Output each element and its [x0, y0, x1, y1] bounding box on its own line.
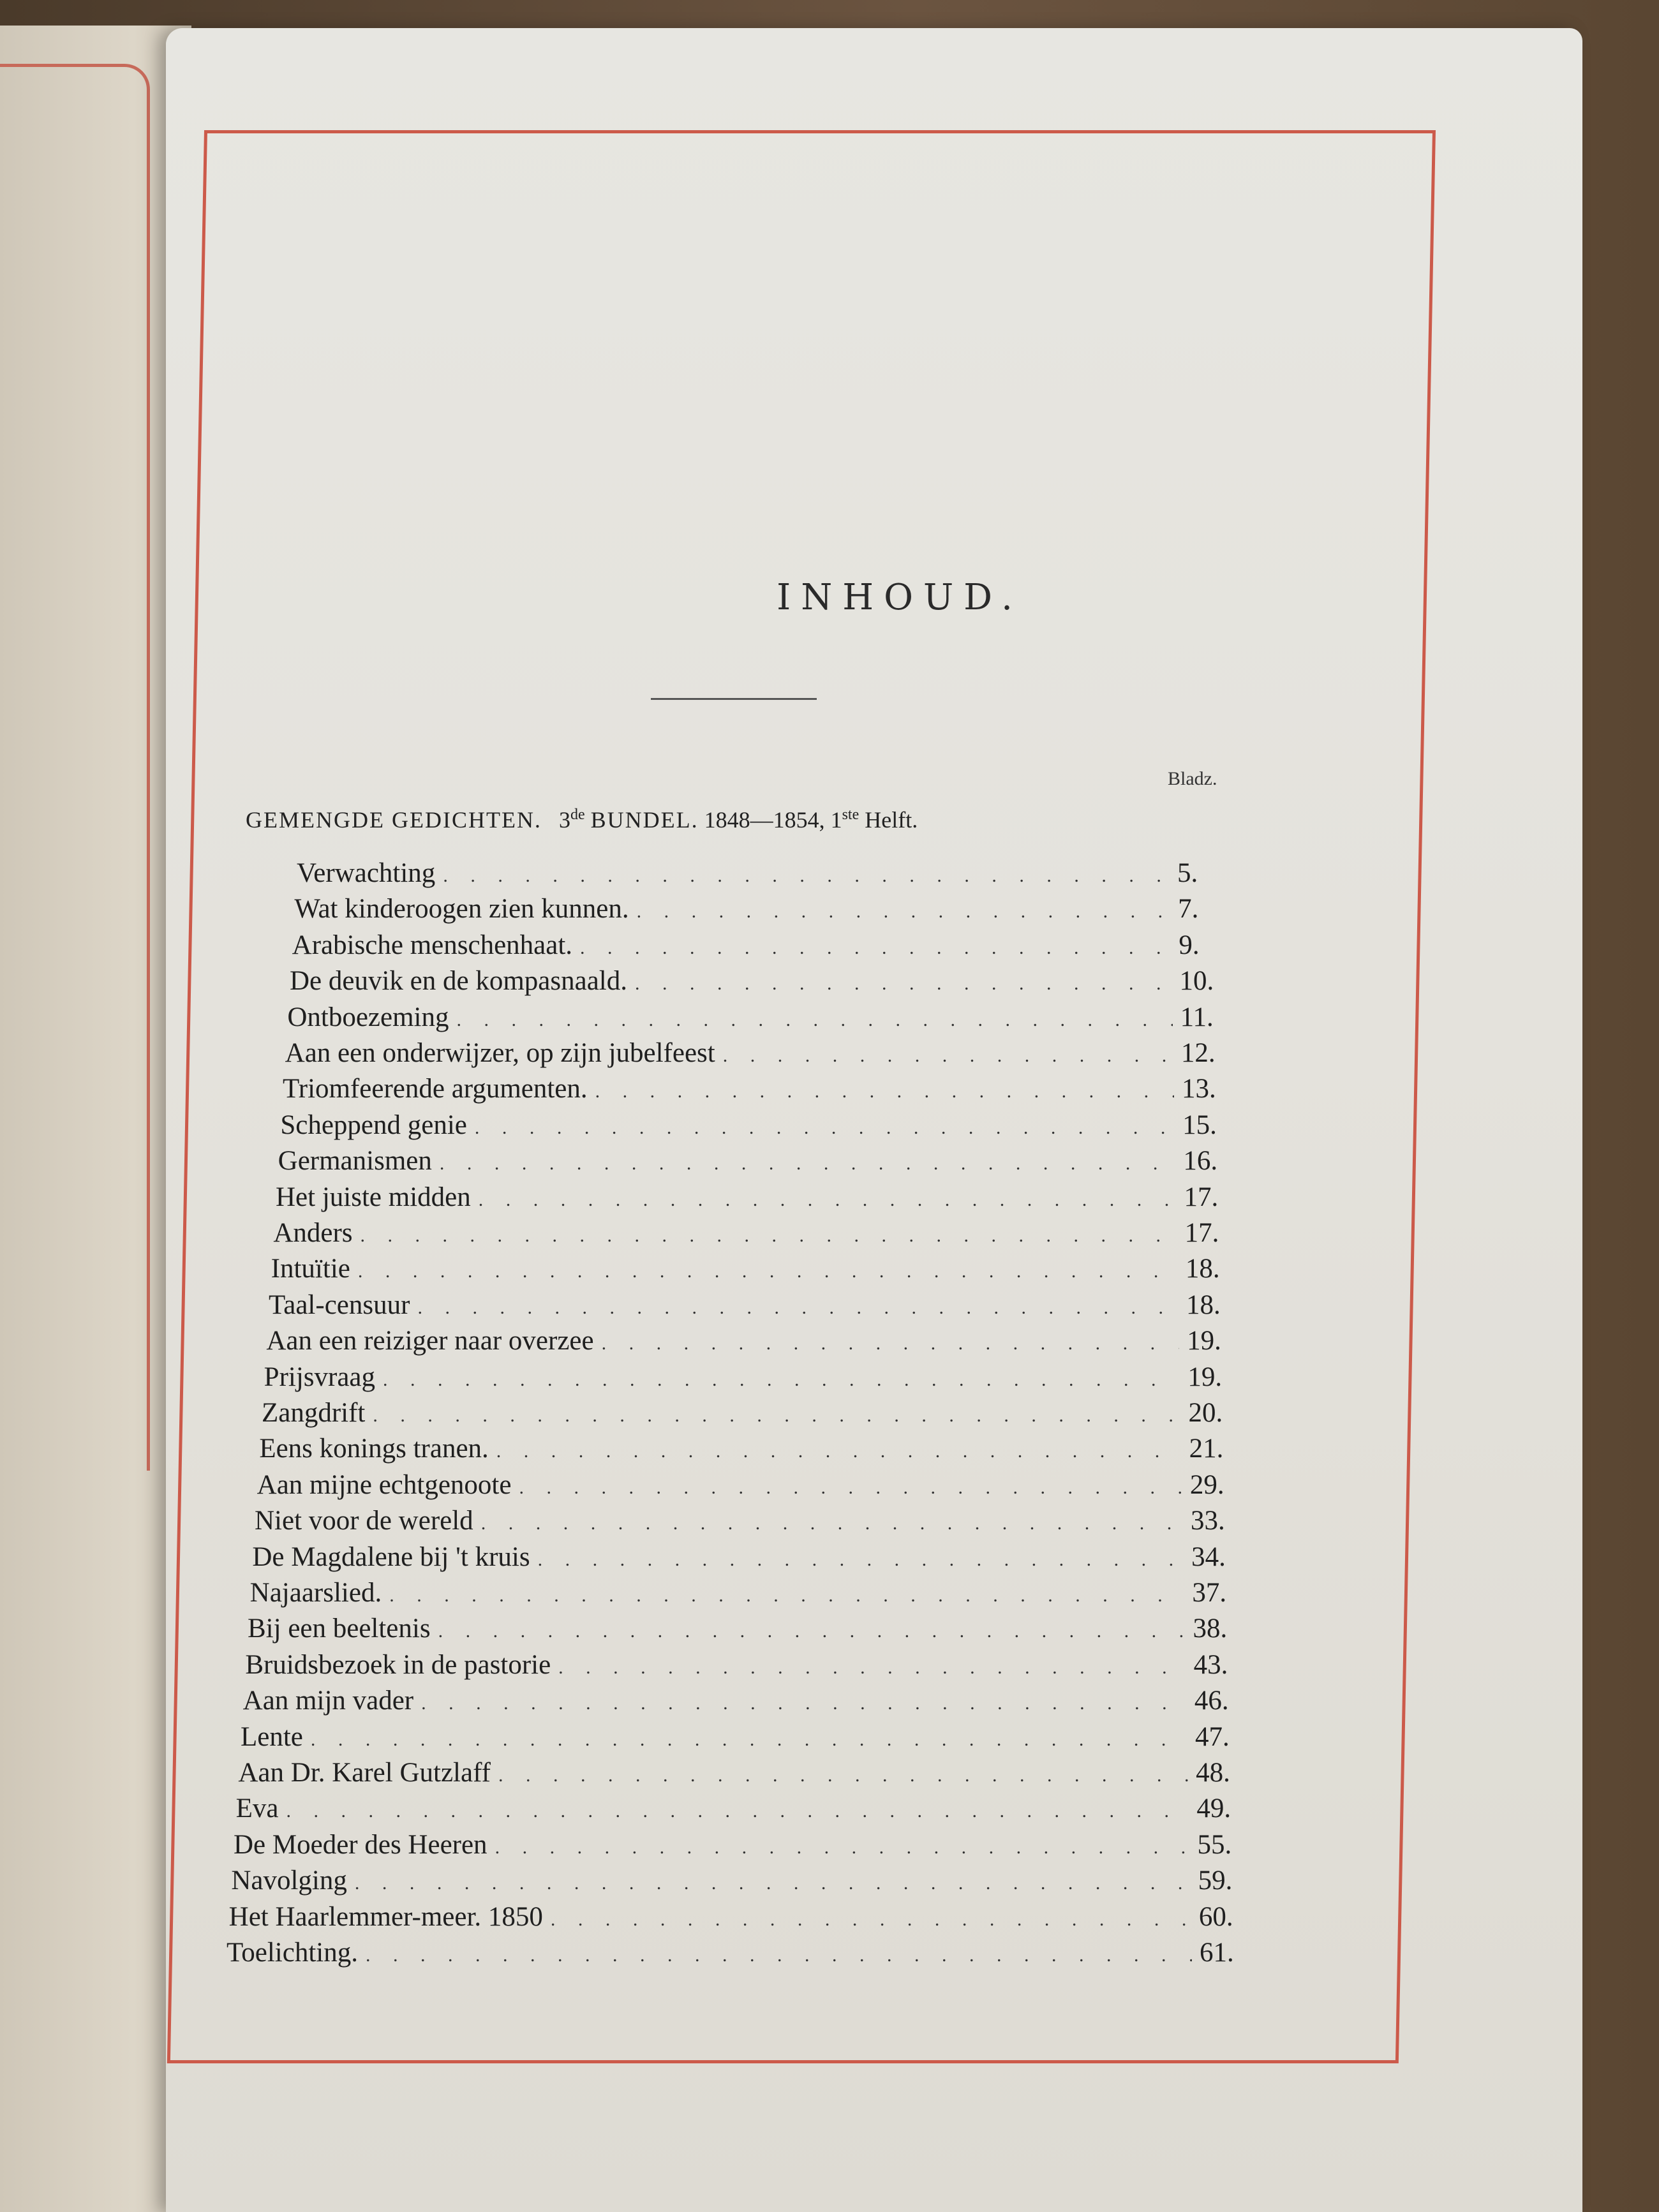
toc-entry-page: 10. [1179, 966, 1214, 997]
dot-leader [495, 1837, 1190, 1859]
toc-entry-title: Aan mijn vader [242, 1686, 414, 1716]
dot-leader [558, 1657, 1186, 1679]
toc-entry-page: 21. [1189, 1434, 1224, 1464]
toc-entry-title: Arabische menschenhaat. [292, 930, 573, 960]
toc-entry [283, 1073, 1233, 1106]
toc-entry [271, 1253, 1237, 1286]
toc-entry-page: 19. [1187, 1326, 1221, 1356]
dot-leader [438, 1621, 1186, 1642]
toc-entry-page: 16. [1183, 1146, 1218, 1177]
dot-leader [456, 1009, 1172, 1031]
toc-entry [248, 1613, 1244, 1646]
toc-entry [287, 1002, 1231, 1035]
toc-entry-page: 29. [1189, 1469, 1224, 1500]
toc-entry-title: Lente [241, 1721, 303, 1752]
toc-entry [252, 1541, 1242, 1575]
section-years: 1848—1854, [704, 807, 825, 833]
toc-entry-page: 55. [1197, 1829, 1232, 1860]
toc-entry [238, 1757, 1247, 1790]
toc-entry [231, 1865, 1249, 1898]
dot-leader [496, 1441, 1182, 1462]
toc-entry-page: 11. [1180, 1002, 1214, 1032]
dot-leader [355, 1873, 1191, 1894]
toc-entry [234, 1829, 1249, 1862]
toc-entry-title: Scheppend genie [280, 1110, 467, 1140]
toc-entry-page: 49. [1196, 1793, 1231, 1824]
toc-entry-title: Intuïtie [271, 1254, 350, 1284]
toc-list [166, 28, 1582, 2212]
dot-leader [417, 1297, 1179, 1319]
toc-entry-page: 20. [1188, 1398, 1223, 1428]
toc-entry-page: 38. [1193, 1614, 1228, 1644]
toc-entry [241, 1721, 1246, 1755]
dot-leader [358, 1261, 1178, 1282]
toc-entry-page: 46. [1194, 1686, 1229, 1716]
dot-leader [538, 1549, 1184, 1571]
dot-leader [580, 937, 1171, 959]
toc-entry [259, 1433, 1240, 1466]
toc-entry-title: Wat kinderoogen zien kunnen. [294, 894, 629, 924]
dot-leader [443, 865, 1170, 887]
dot-leader [366, 1945, 1192, 1966]
toc-entry-title: Het Haarlemmer-meer. 1850 [228, 1901, 543, 1932]
toc-entry [276, 1182, 1235, 1215]
dot-leader [602, 1333, 1180, 1355]
toc-entry-page: 48. [1196, 1758, 1230, 1788]
toc-entry [236, 1793, 1248, 1826]
toc-entry-title: Anders [273, 1218, 353, 1248]
toc-entry-page: 37. [1192, 1578, 1227, 1608]
book-page [166, 28, 1582, 2212]
toc-entry-page: 61. [1200, 1938, 1234, 1968]
toc-entry-page: 19. [1187, 1362, 1223, 1392]
toc-entry-title: Eens konings tranen. [259, 1434, 489, 1464]
dot-leader [373, 1405, 1180, 1427]
toc-entry-title: Germanismen [278, 1146, 432, 1177]
toc-entry-title: Triomfeerende argumenten. [283, 1074, 588, 1104]
toc-entry [255, 1505, 1242, 1538]
toc-entry-title: Aan een onderwijzer, op zijn jubelfeest [285, 1038, 715, 1068]
toc-entry-page: 60. [1198, 1901, 1233, 1932]
toc-entry-page: 18. [1186, 1289, 1221, 1320]
toc-entry [280, 1110, 1233, 1143]
toc-entry [262, 1397, 1240, 1430]
toc-entry-page: 59. [1198, 1866, 1233, 1896]
toc-entry-page: 13. [1182, 1074, 1216, 1104]
part-sup: ste [842, 806, 859, 823]
dot-leader [551, 1909, 1191, 1931]
toc-entry-title: De Moeder des Heeren [234, 1829, 487, 1860]
dot-leader [383, 1369, 1180, 1391]
toc-entry [243, 1685, 1246, 1718]
toc-entry-title: Niet voor de wereld [255, 1506, 473, 1536]
toc-entry [227, 1937, 1251, 1970]
toc-entry-page: 15. [1182, 1110, 1217, 1140]
toc-entry-title: De deuvik en de kompasnaald. [290, 966, 627, 997]
part-number: 1 [830, 807, 842, 833]
toc-entry-title: Zangdrift [262, 1398, 366, 1428]
toc-entry-title: Het juiste midden [276, 1182, 471, 1212]
toc-entry-title: Ontboezeming [287, 1002, 449, 1032]
toc-entry-title: De Magdalene bij 't kruis [252, 1541, 530, 1572]
toc-entry-page: 17. [1184, 1182, 1219, 1212]
toc-entry-title: Bij een beeltenis [248, 1614, 431, 1644]
volume-number: 3 [558, 807, 570, 833]
toc-entry [278, 1145, 1235, 1178]
toc-entry [245, 1649, 1244, 1682]
dot-leader [481, 1513, 1183, 1534]
page-column-label: Bladz. [1168, 768, 1217, 789]
toc-entry [273, 1217, 1235, 1251]
volume-sup: de [570, 806, 585, 823]
toc-entry-title: Eva [235, 1793, 279, 1824]
dot-leader [479, 1189, 1177, 1211]
toc-entry-page: 18. [1185, 1254, 1220, 1284]
toc-entry [285, 1037, 1232, 1071]
dot-leader [637, 901, 1171, 923]
toc-entry-title: Aan een reiziger naar overzee [266, 1326, 594, 1356]
toc-entry-title: Aan mijne echtgenoote [257, 1469, 512, 1500]
dot-leader [286, 1800, 1189, 1822]
part-label: Helft. [865, 807, 918, 833]
toc-entry [294, 893, 1229, 926]
volume-label: BUNDEL. [590, 807, 699, 833]
toc-entry-page: 5. [1177, 858, 1198, 888]
dot-leader [421, 1693, 1187, 1714]
dot-leader [723, 1045, 1173, 1067]
toc-entry-page: 12. [1180, 1038, 1216, 1068]
toc-entry-title: Najaarslied. [249, 1578, 382, 1608]
dot-leader [475, 1117, 1175, 1139]
dot-leader [595, 1081, 1174, 1102]
toc-entry [257, 1469, 1241, 1503]
dot-leader [311, 1729, 1187, 1751]
toc-entry-title: Verwachting [297, 858, 436, 888]
toc-entry-page: 43. [1193, 1649, 1228, 1680]
toc-entry-page: 17. [1184, 1218, 1219, 1248]
dot-leader [389, 1585, 1184, 1607]
toc-entry-title: Prijsvraag [264, 1362, 376, 1392]
toc-entry [269, 1289, 1237, 1323]
toc-entry-title: Bruidsbezoek in de pastorie [245, 1649, 551, 1680]
dot-leader [635, 973, 1172, 995]
dot-leader [519, 1477, 1182, 1499]
page-title: INHOUD. [777, 577, 1023, 618]
toc-entry [290, 965, 1231, 998]
toc-entry-title: Aan Dr. Karel Gutzlaff [238, 1758, 491, 1788]
toc-entry-title: Taal-censuur [269, 1289, 410, 1320]
section-label: GEMENGDE GEDICHTEN. [246, 807, 542, 833]
toc-entry [297, 857, 1228, 891]
toc-entry-page: 47. [1195, 1721, 1230, 1752]
previous-page [0, 26, 191, 2212]
toc-entry [229, 1901, 1250, 1934]
dot-leader [361, 1225, 1177, 1247]
toc-entry-title: Navolging [231, 1866, 347, 1896]
toc-entry-page: 34. [1191, 1541, 1226, 1572]
toc-entry-page: 9. [1179, 930, 1200, 960]
toc-entry [266, 1325, 1238, 1358]
dot-leader [440, 1153, 1175, 1175]
toc-entry-page: 7. [1178, 894, 1199, 924]
toc-entry [292, 930, 1230, 963]
dot-leader [498, 1765, 1188, 1786]
toc-entry [264, 1362, 1239, 1395]
toc-entry [250, 1577, 1244, 1610]
toc-entry-page: 33. [1191, 1506, 1225, 1536]
toc-entry-title: Toelichting. [227, 1938, 358, 1968]
previous-page-border [0, 64, 150, 1471]
